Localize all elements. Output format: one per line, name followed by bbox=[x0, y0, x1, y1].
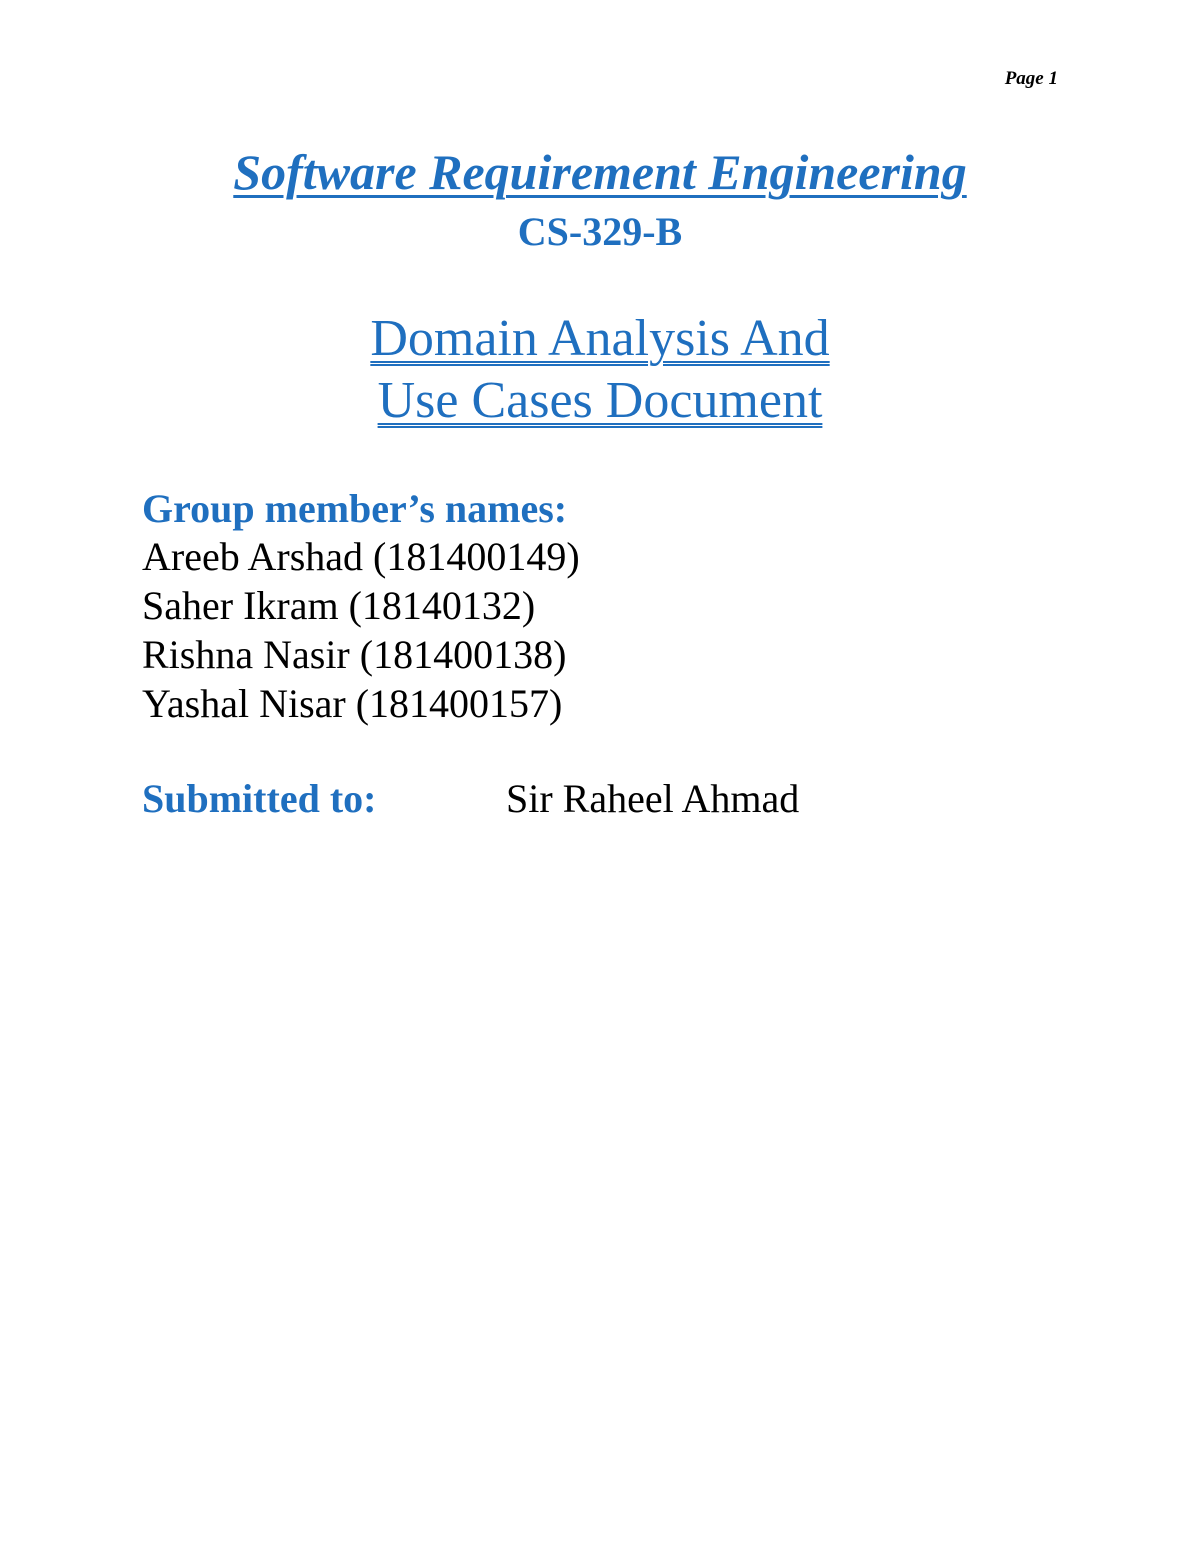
submitted-to-label: Submitted to: bbox=[142, 776, 377, 821]
document-title bbox=[0, 308, 1200, 432]
document-course-title bbox=[0, 142, 1200, 202]
document-title-line-1-text: Domain Analysis And bbox=[370, 310, 830, 367]
document-title-line-1 bbox=[0, 308, 1200, 370]
course-code: CS-329-B bbox=[517, 209, 683, 254]
group-members-list bbox=[142, 532, 580, 728]
submitted-to-row bbox=[142, 774, 1042, 830]
document-title-line-2-text: Use Cases Document bbox=[377, 372, 823, 429]
submitted-to-name: Sir Raheel Ahmad bbox=[506, 776, 800, 821]
page-number: Page 1 bbox=[1004, 68, 1058, 89]
group-member-1: Areeb Arshad (181400149) bbox=[142, 534, 580, 579]
group-members-heading: Group member’s names: bbox=[142, 486, 568, 531]
group-member-2: Saher Ikram (18140132) bbox=[142, 583, 536, 628]
document-title-line-2 bbox=[0, 370, 1200, 432]
group-member-4: Yashal Nisar (181400157) bbox=[142, 681, 563, 726]
course-title-text: Software Requirement Engineering bbox=[233, 144, 967, 200]
group-member-3: Rishna Nasir (181400138) bbox=[142, 632, 567, 677]
